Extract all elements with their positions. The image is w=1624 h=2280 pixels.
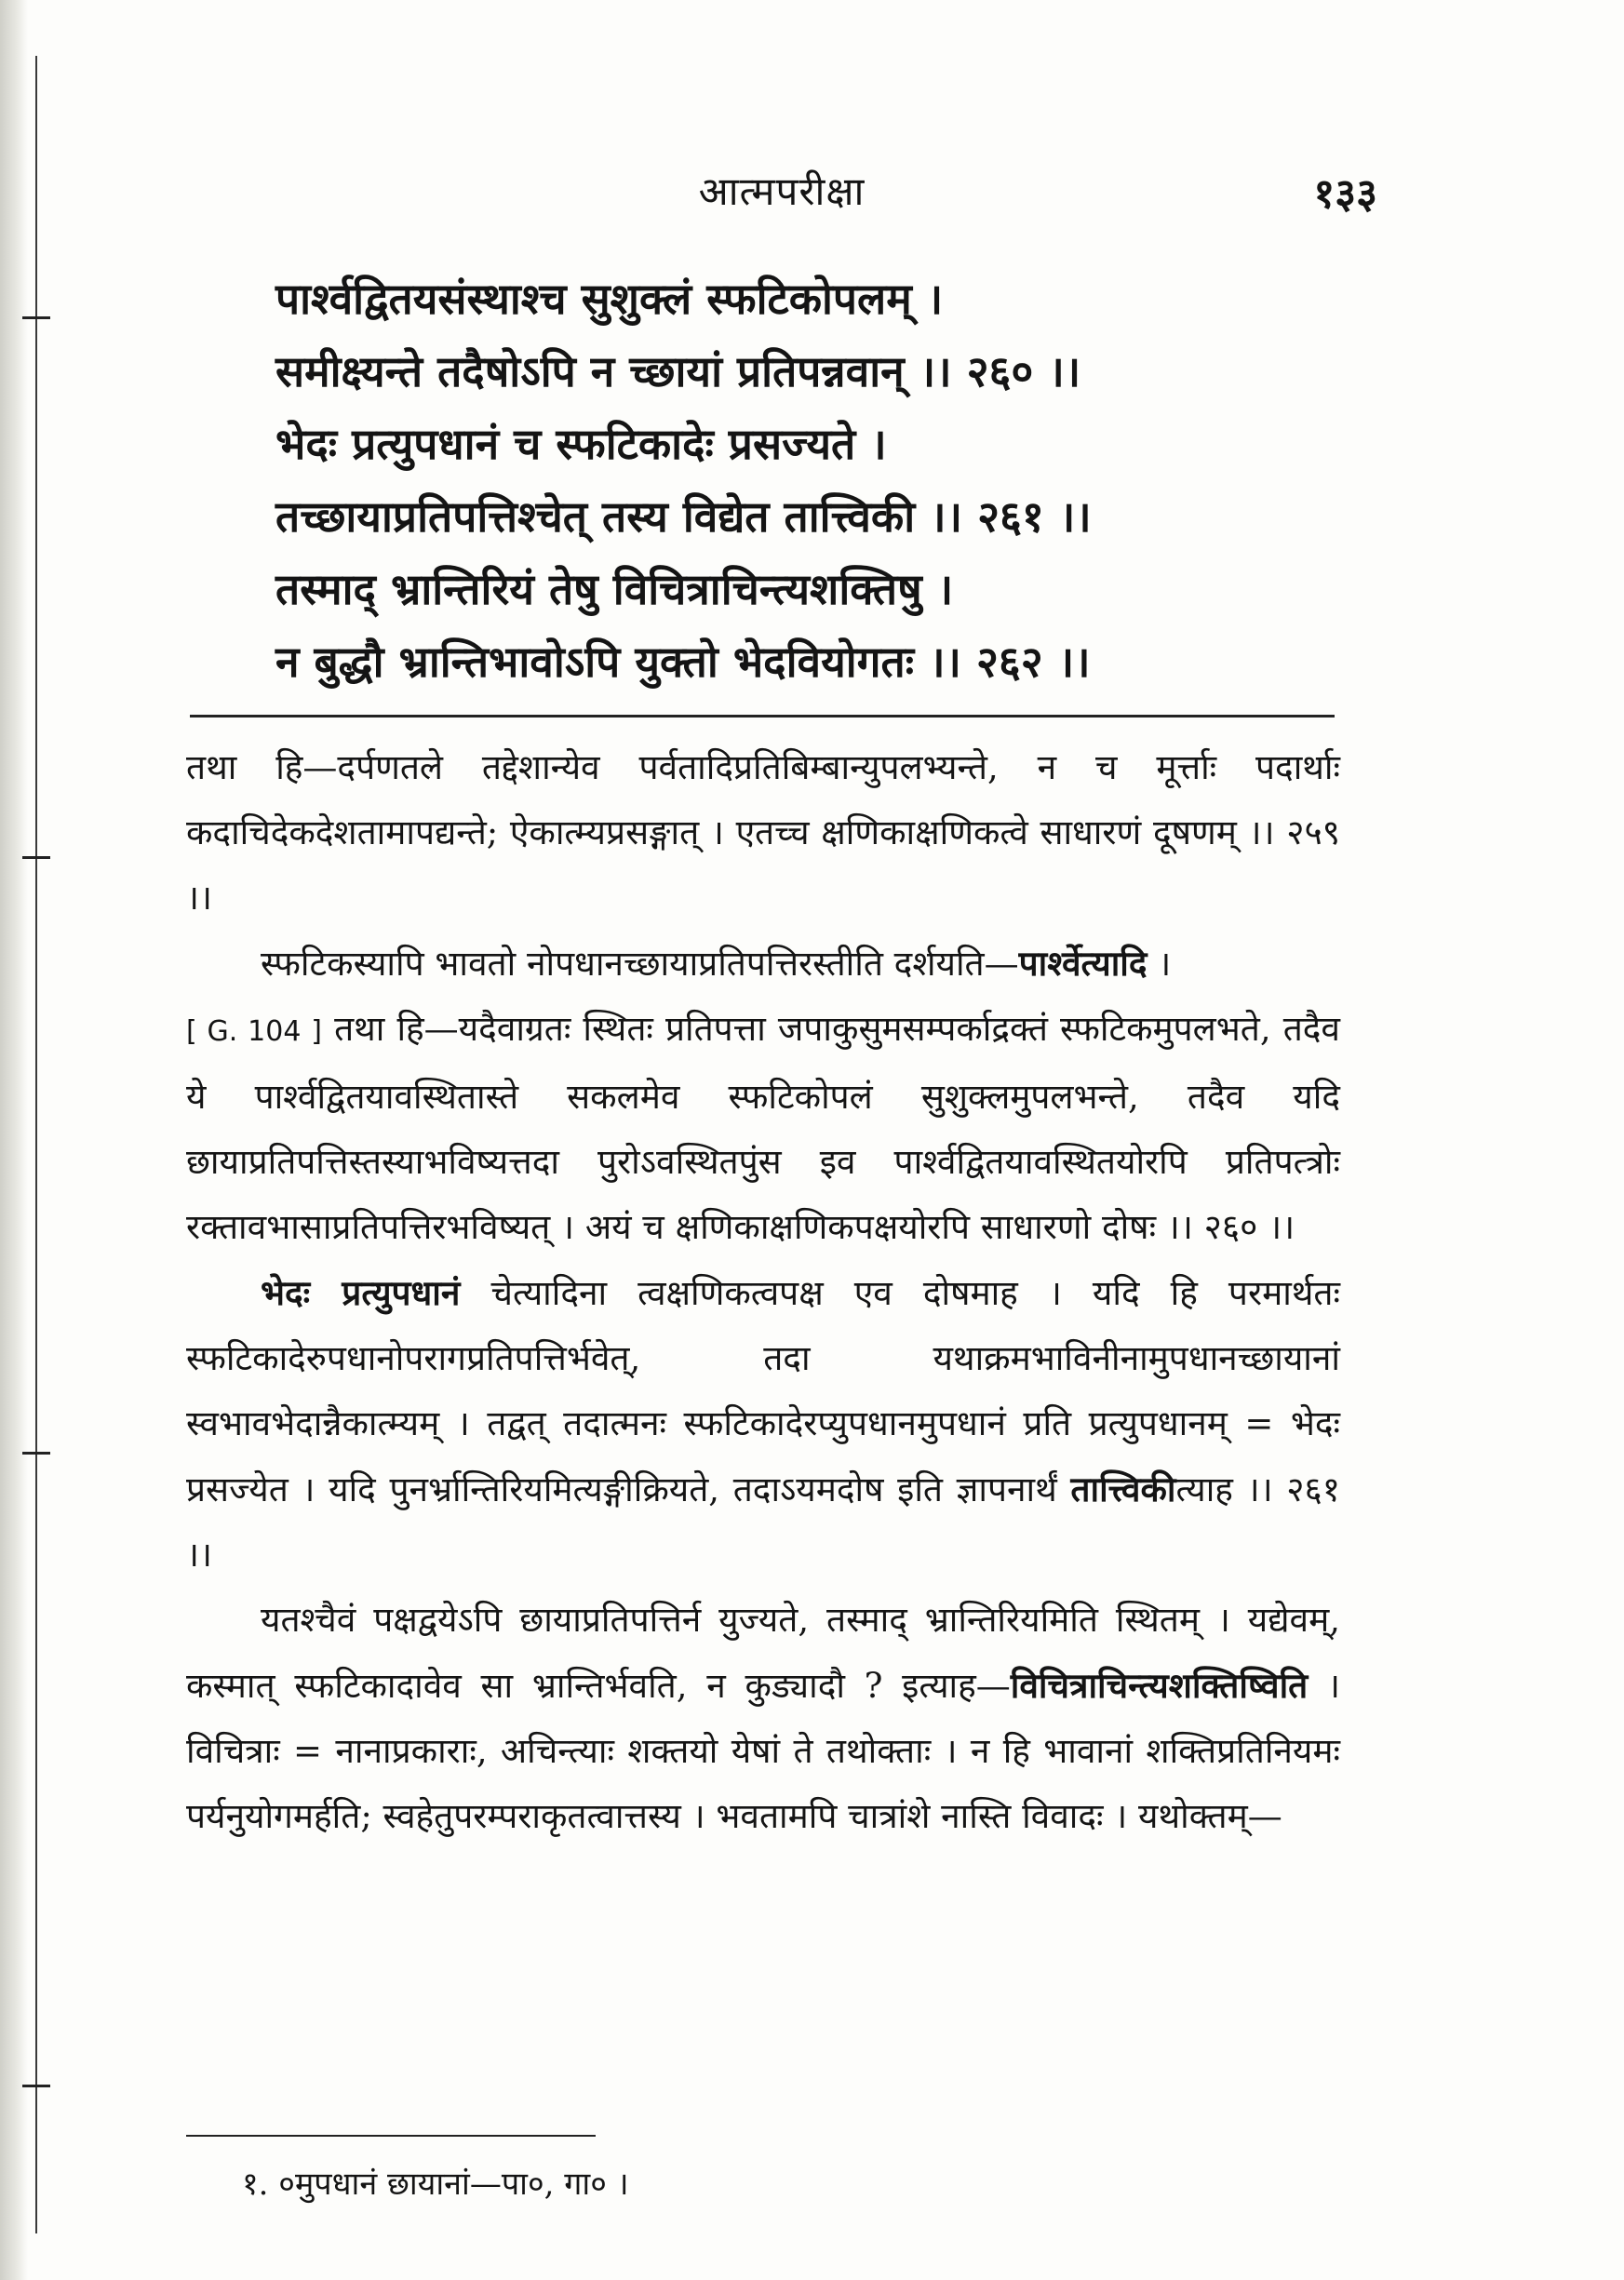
binding-mark <box>22 2085 50 2087</box>
pratika-keyword: भेदः प्रत्युपधानं <box>261 1272 461 1313</box>
footnote-divider <box>186 2135 596 2137</box>
verse-line: पार्श्वद्वितयसंस्थाश्च सुशुक्लं स्फटिकोपलम् । <box>275 274 944 324</box>
paragraph-end: । <box>1158 944 1172 984</box>
verse-line: न बुद्धौ भ्रान्तिभावोऽपि युक्तो भेदवियोगतः ।। २६२ ।। <box>275 637 1091 687</box>
commentary-paragraph <box>186 1588 1340 1849</box>
verse-line: भेदः प्रत्युपधानं च स्फटिकादेः प्रसज्यते । <box>275 419 887 469</box>
footnote: १. ०मुपधानं छायानां—पा०, गा० । <box>242 2166 629 2203</box>
page-number: १३३ <box>1313 170 1377 218</box>
verse-line: तच्छायाप्रतिपत्तिश्चेत् तस्य विद्येत तात्त्विकी ।। २६१ ।। <box>275 491 1092 542</box>
commentary-block <box>186 735 1340 1849</box>
verse-line: तस्माद् भ्रान्तिरियं तेषु विचित्राचिन्त्यशक्तिषु । <box>275 564 954 614</box>
page-header <box>186 164 1377 229</box>
commentary-paragraph: तथा हि—दर्पणतले तद्देशान्येव पर्वतादिप्रतिबिम्बान्युपलभ्यन्ते, न च मूर्त्ताः पदार्थाः कदाचिदेकदेशतामापद्यन्ते; ऐकात्म्यप्रसङ्गात् । एतच्च क्षणिकाक्षणिकत्वे साधारणं दूषणम् ।। २५९ ।। <box>186 747 1340 918</box>
paragraph-end: । विचित्राः = नानाप्रकाराः, अचिन्त्याः शक्तयो येषां ते तथोक्ताः । न हि भावानां शक्तिप्रतिनियमः पर्यनुयोगमर्हति; स्वहेतुपरम्पराकृतत्वात्तस्य । भवतामपि चात्रांशे नास्ति विवादः । यथोक्तम्— <box>186 1666 1340 1836</box>
paragraph-end: त्याह ।। २६१ ।। <box>186 1469 1340 1575</box>
edition-reference: [ G. 104 ] <box>186 1015 322 1048</box>
verse-line: समीक्ष्यन्ते तदैषोऽपि न च्छायां प्रतिपन्नवान् ।। २६० ।। <box>275 346 1081 396</box>
paragraph-text: स्फटिकस्यापि भावतो नोपधानच्छायाप्रतिपत्तिरस्तीति दर्शयति— <box>261 944 1019 984</box>
pratika-keyword: पार्श्वेत्यादि <box>1018 943 1148 984</box>
commentary-paragraph <box>186 997 1340 1260</box>
binding-line <box>35 56 37 2233</box>
paragraph-text: यतश्चैवं पक्षद्वयेऽपि छायाप्रतिपत्तिर्न युज्यते, तस्माद् भ्रान्तिरियमिति स्थितम् । यद्येवम्, कस्मात् स्फटिकादावेव सा भ्रान्तिर्भवति, न कुड्यादौ ? इत्याह— <box>186 1600 1340 1706</box>
section-divider <box>190 715 1335 718</box>
pratika-keyword: तात्त्विकी <box>1070 1469 1176 1509</box>
running-title: आत्मपरीक्षा <box>698 168 866 214</box>
binding-mark <box>22 316 50 319</box>
pratika-keyword: विचित्राचिन्त्यशक्तिष्विति <box>1010 1665 1309 1706</box>
paragraph-text: चेत्यादिना त्वक्षणिकत्वपक्ष एव दोषमाह । यदि हि परमार्थतः स्फटिकादेरुपधानोपरागप्रतिपत्तिर्भवेत्, तदा यथाक्रमभाविनीनामुपधानच्छायानां स्वभावभेदान्नैकात्म्यम् । तद्वत् तदात्मनः स्फटिकादेरप्युपधानमुपधानं प्रति प्रत्युपधानम् = भेदः प्रसज्येत । यदि पुनर्भ्रान्तिरियमित्यङ्गीक्रियते, तदाऽयमदोष इति ज्ञापनार्थं <box>186 1273 1340 1509</box>
paragraph-text: तथा हि—यदैवाग्रतः स्थितः प्रतिपत्ता जपाकुसुमसम्पर्काद्रक्तं स्फटिकमुपलभते, तदैव ये पार्श्वद्वितयावस्थितास्ते सकलमेव स्फटिकोपलं सुशुक्लमुपलभन्ते, तदैव यदि छायाप्रतिपत्तिस्तस्याभविष्यत्तदा पुरोऽवस्थितपुंस इव पार्श्वद्वितयावस्थितयोरपि प्रतिपत्त्रोः रक्तावभासाप्रतिपत्तिरभविष्यत् । अयं च क्षणिकाक्षणिकपक्षयोरपि साधारणो दोषः ।। २६० ।। <box>186 1009 1341 1247</box>
commentary-paragraph <box>186 931 1340 997</box>
verse-block <box>275 262 1299 698</box>
binding-mark <box>22 1452 50 1455</box>
book-binding-edge <box>0 0 28 2280</box>
binding-mark <box>22 856 50 859</box>
commentary-paragraph <box>186 1260 1340 1588</box>
